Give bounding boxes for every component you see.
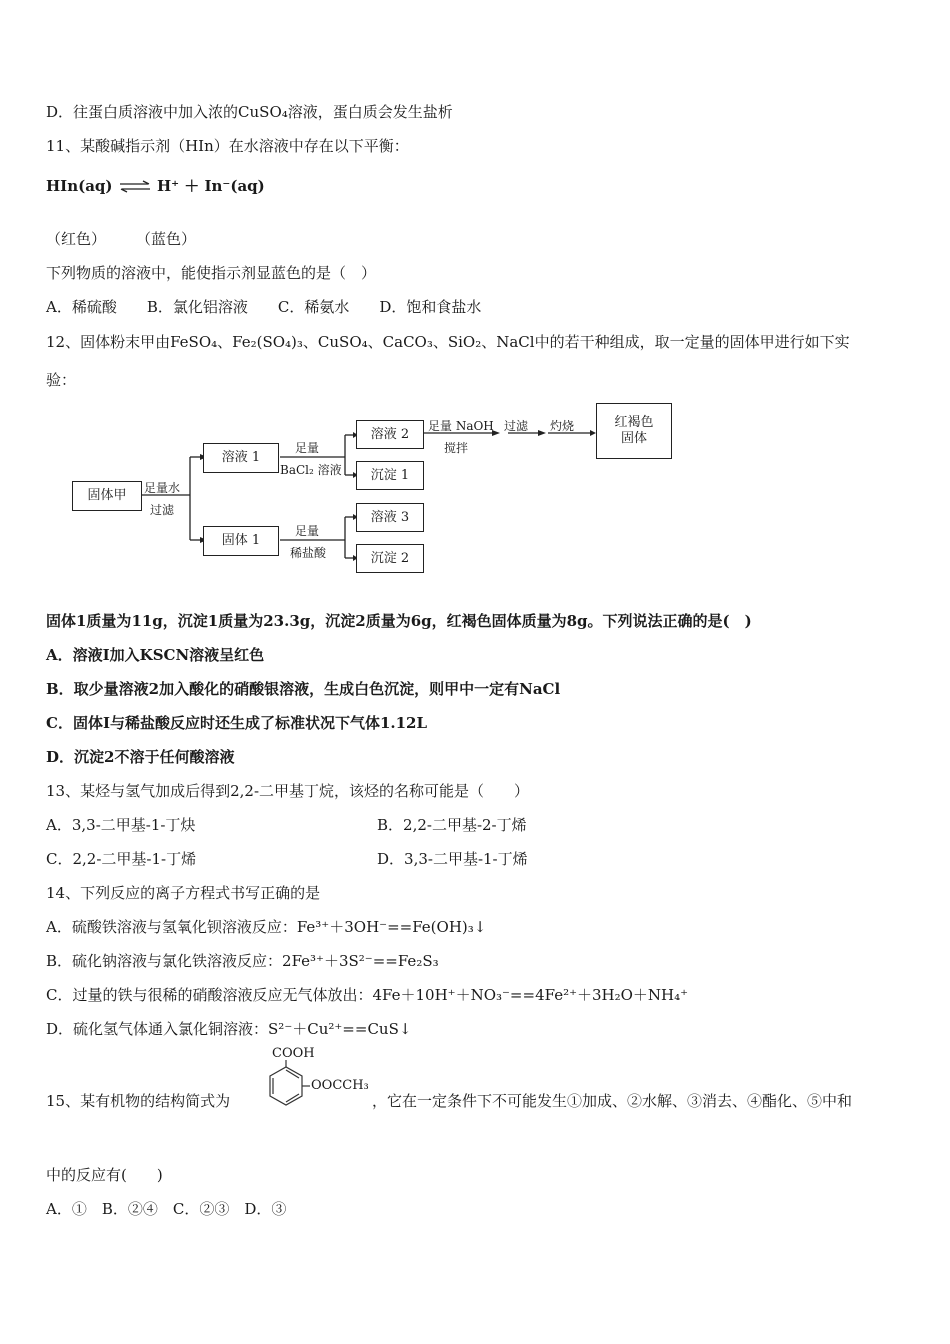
- q12-stem-line1: 12、固体粉末甲由FeSO₄、Fe₂(SO₄)₃、CuSO₄、CaCO₃、SiO₂、NaCl中的若干种组成，取一定量的固体甲进行如下实: [46, 333, 850, 351]
- box-red-brown-solid: [596, 403, 672, 459]
- q11-equation: [46, 176, 265, 196]
- label-bacl2-top: 足量: [295, 441, 320, 455]
- q13-option-c: C．2,2-二甲基-1-丁烯: [46, 850, 197, 868]
- q14-option-d: D．硫化氢气体通入氯化铜溶液：S²⁻＋Cu²⁺==CuS↓: [46, 1020, 412, 1038]
- q14-option-a: A．硫酸铁溶液与氢氧化钡溶液反应：Fe³⁺＋3OH⁻==Fe(OH)₃↓: [46, 918, 487, 936]
- label-bacl2-bottom: BaCl₂ 溶液: [280, 463, 342, 477]
- label-hcl-top: 足量: [295, 524, 320, 538]
- q12-option-a: A．溶液Ⅰ加入KSCN溶液呈红色: [46, 646, 265, 664]
- label-hcl-bottom: 稀盐酸: [290, 546, 327, 560]
- q15-structure: [248, 1046, 372, 1130]
- final-line-1: 红褐色: [614, 415, 654, 430]
- q13-option-d: D．3,3-二甲基-1-丁烯: [377, 850, 528, 868]
- q10-option-d: D．往蛋白质溶液中加入浓的CuSO₄溶液，蛋白质会发生盐析: [46, 103, 453, 121]
- box-solution-3: 溶液 3: [356, 503, 424, 532]
- final-line-2: 固体: [620, 431, 647, 446]
- q12-option-c: C．固体Ⅰ与稀盐酸反应时还生成了标准状况下气体1.12L: [46, 714, 428, 732]
- box-precipitate-1: 沉淀 1: [356, 461, 424, 490]
- struct-cooh: COOH: [272, 1046, 315, 1061]
- box-solution-2: 溶液 2: [356, 420, 424, 449]
- box-precipitate-2: 沉淀 2: [356, 544, 424, 573]
- q15-stem-post: ，它在一定条件下不可能发生①加成、②水解、③消去、④酯化、⑤中和: [372, 1092, 853, 1110]
- q11-options: A．稀硫酸 B．氯化铝溶液 C．稀氨水 D．饱和食盐水: [46, 298, 482, 316]
- q11-question: 下列物质的溶液中，能使指示剂显蓝色的是（ ）: [46, 264, 377, 282]
- q15-stem-pre: 15、某有机物的结构简式为: [46, 1092, 231, 1110]
- label-filter-2: 过滤: [504, 419, 529, 433]
- q12-flow-diagram: [60, 395, 700, 580]
- q12-data-line: 固体1质量为11g，沉淀1质量为23.3g，沉淀2质量为6g，红褐色固体质量为8g。下列说法正确的是( ): [46, 612, 752, 630]
- q15-options: A．① B．②④ C．②③ D．③: [46, 1200, 287, 1218]
- q14-stem: 14、下列反应的离子方程式书写正确的是: [46, 884, 321, 902]
- q12-option-d: D．沉淀2不溶于任何酸溶液: [46, 748, 235, 766]
- label-naoh: 足量 NaOH: [428, 419, 494, 433]
- box-solid-1: 固体 1: [203, 526, 279, 556]
- box-solution-1: 溶液 1: [203, 443, 279, 473]
- q14-option-b: B．硫化钠溶液与氯化铁溶液反应：2Fe³⁺＋3S²⁻==Fe₂S₃: [46, 952, 439, 970]
- q11-colors: （红色） （蓝色）: [46, 230, 197, 248]
- q13-option-b: B．2,2-二甲基-2-丁烯: [377, 816, 527, 834]
- q11-eq-left: HIn(aq): [46, 177, 113, 195]
- q15-stem-line2: 中的反应有( ): [46, 1166, 163, 1184]
- box-solid-jia: 固体甲: [72, 481, 142, 511]
- equilibrium-arrow-icon: [118, 180, 152, 194]
- struct-ooccH3: OOCCH₃: [311, 1078, 369, 1093]
- q13-stem: 13、某烃与氢气加成后得到2,2-二甲基丁烷，该烃的名称可能是（ ）: [46, 782, 530, 800]
- q11-eq-right: H⁺ ＋ In⁻(aq): [156, 177, 265, 195]
- label-filter-1: 过滤: [150, 503, 175, 517]
- q12-stem-line2: 验：: [46, 371, 77, 389]
- q11-stem: 11、某酸碱指示剂（HIn）在水溶液中存在以下平衡：: [46, 137, 409, 155]
- q14-option-c: C．过量的铁与很稀的硝酸溶液反应无气体放出：4Fe＋10H⁺＋NO₃⁻==4Fe²⁺＋3H₂O＋NH₄⁺: [46, 986, 689, 1004]
- label-water: 足量水: [144, 481, 181, 495]
- label-burn: 灼烧: [550, 419, 575, 433]
- q13-option-a: A．3,3-二甲基-1-丁炔: [46, 816, 196, 834]
- label-stir: 搅拌: [444, 441, 469, 455]
- q12-option-b: B．取少量溶液2加入酸化的硝酸银溶液，生成白色沉淀，则甲中一定有NaCl: [46, 680, 561, 698]
